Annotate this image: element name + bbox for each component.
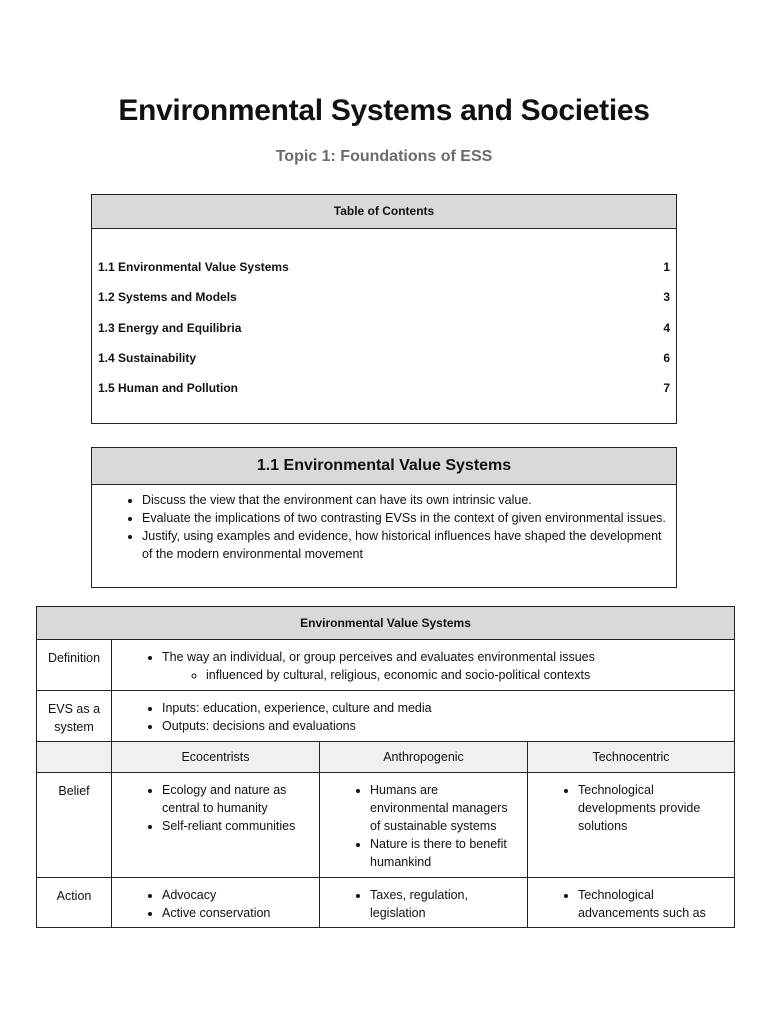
document-title: Environmental Systems and Societies	[118, 94, 650, 127]
belief-item: • Nature is there to benefit humankind	[370, 835, 519, 871]
objective-item: • Justify, using examples and evidence, how historical influences have shaped the development of the modern environmental movement	[142, 527, 666, 563]
section-heading: 1.1 Environmental Value Systems	[92, 448, 676, 485]
document-subtitle: Topic 1: Foundations of ESS	[275, 148, 493, 165]
action-anthropogenic-cell	[320, 878, 528, 928]
evs-table	[36, 606, 735, 928]
toc-entry[interactable]	[98, 289, 670, 319]
toc-entry[interactable]	[98, 320, 670, 350]
column-header-ecocentrists: Ecocentrists	[112, 742, 320, 773]
column-header-technocentric: Technocentric	[528, 742, 735, 773]
definition-subtext: ◦ influenced by cultural, religious, economic and socio-political contexts	[206, 666, 718, 684]
empty-header-cell	[37, 742, 112, 773]
system-label: EVS as a system	[37, 691, 112, 742]
toc-entry-label[interactable]: 1.5 Human and Pollution	[98, 381, 239, 396]
system-cell	[112, 691, 735, 742]
belief-item: • Technological developments provide solutions	[578, 781, 726, 835]
belief-technocentric-cell	[528, 773, 735, 878]
toc-entry-page: 6	[663, 350, 670, 365]
action-label: Action	[37, 878, 112, 928]
column-header-anthropogenic: Anthropogenic	[320, 742, 528, 773]
objective-item: • Discuss the view that the environment can have its own intrinsic value.	[142, 491, 666, 509]
toc-entry-label[interactable]: 1.2 Systems and Models	[98, 290, 237, 305]
action-ecocentrists-cell	[112, 878, 320, 928]
section-objectives-box	[91, 447, 677, 588]
toc-entry-page: 3	[663, 290, 670, 305]
definition-cell	[112, 640, 735, 691]
action-item: • Technological advancements such as	[578, 886, 726, 922]
toc-entry[interactable]	[98, 350, 670, 380]
toc-entry-label[interactable]: 1.3 Energy and Equilibria	[98, 320, 242, 335]
definition-label: Definition	[37, 640, 112, 691]
system-item: • Outputs: decisions and evaluations	[162, 717, 726, 735]
action-item: • Active conservation	[162, 904, 311, 922]
belief-item: • Self-reliant communities	[162, 817, 311, 835]
toc-entry-label[interactable]: 1.4 Sustainability	[98, 350, 197, 365]
toc-heading: Table of Contents	[92, 195, 676, 229]
belief-label: Belief	[37, 773, 112, 878]
toc-entry[interactable]	[98, 259, 670, 289]
belief-item: • Ecology and nature as central to humanity	[162, 781, 311, 817]
toc-entry-page: 1	[663, 260, 670, 274]
table-of-contents	[91, 194, 677, 424]
action-item: • Taxes, regulation, legislation	[370, 886, 519, 922]
action-item: • Advocacy	[162, 886, 311, 904]
toc-entry-page: 7	[663, 381, 670, 396]
evs-table-heading: Environmental Value Systems	[37, 607, 735, 640]
action-technocentric-cell	[528, 878, 735, 928]
belief-ecocentrists-cell	[112, 773, 320, 878]
objectives-list	[92, 491, 676, 563]
belief-item: • Humans are environmental managers of sustainable systems	[370, 781, 519, 835]
toc-list	[92, 229, 676, 410]
definition-text: • The way an individual, or group perceives and evaluates environmental issues ◦ influenced by cultural, religious, economic and socio-political contexts	[162, 648, 726, 684]
toc-entry[interactable]	[98, 380, 670, 410]
system-item: • Inputs: education, experience, culture and media	[162, 699, 726, 717]
objective-item: • Evaluate the implications of two contrasting EVSs in the context of given environmental issues.	[142, 509, 666, 527]
toc-entry-label[interactable]: 1.1 Environmental Value Systems	[98, 260, 289, 274]
belief-anthropogenic-cell	[320, 773, 528, 878]
toc-entry-page: 4	[663, 320, 670, 335]
